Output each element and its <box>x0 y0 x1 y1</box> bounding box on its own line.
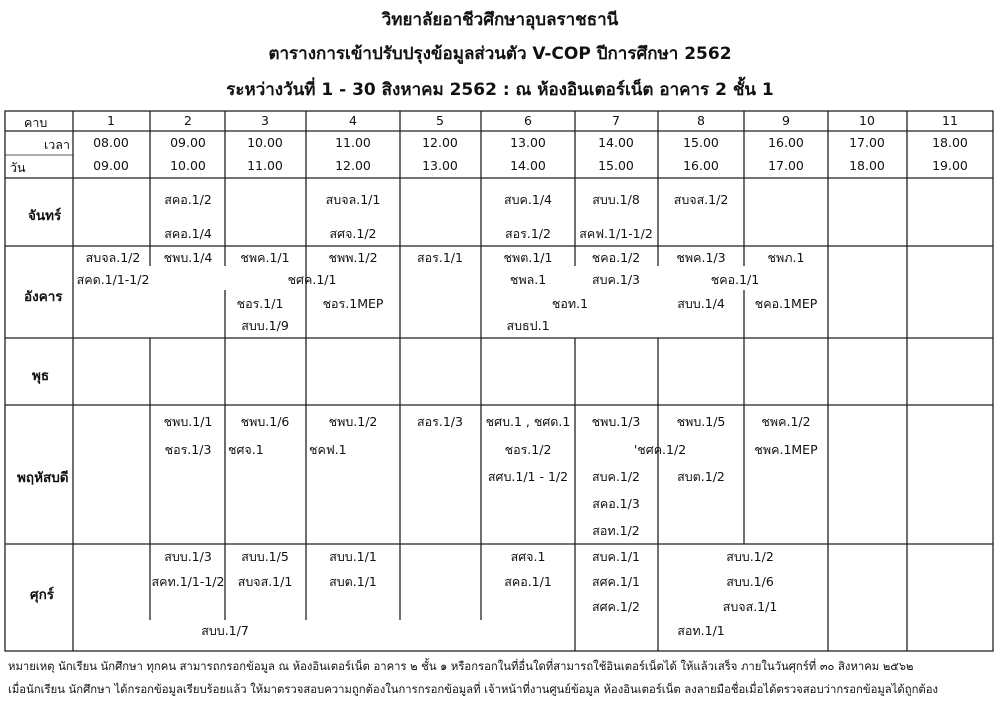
schedule-entry: ชศบ.1 , ชศด.1 <box>485 414 571 429</box>
period-number: 10 <box>859 113 875 128</box>
schedule-entry: ชคอ.1/1 <box>710 272 760 287</box>
schedule-entry: ชพต.1/1 <box>503 250 553 265</box>
schedule-entry: สอร.1/1 <box>417 250 463 265</box>
period-start: 16.00 <box>768 135 804 150</box>
schedule-entry: ชศค.1/1 <box>287 272 337 287</box>
schedule-entry: สบจล.1/1 <box>325 192 381 207</box>
schedule-entry: ชพค.1/1 <box>240 250 290 265</box>
schedule-entry: สบบ.1/2 <box>726 549 774 564</box>
schedule-entry: ชพบ.1/5 <box>676 414 726 429</box>
period-number: 4 <box>349 113 357 128</box>
footnote-2: เมื่อนักเรียน นักศึกษา ได้กรอกข้อมูลเรียบร้อยแล้ว ให้มาตรวจสอบความถูกต้องในการกรอกข้อมูลที่ เจ้าหน้าที่งานศูนย์ข้อมูล ห้องอินเตอร์เน็ต ลงลายมือชื่อเมื่อได้ตรวจสอบว่ากรอกข้อมูลได้ถูกต้อง <box>8 683 939 696</box>
day-thursday: พฤหัสบดี <box>17 470 69 486</box>
schedule-entry: สคฟ.1/1-1/2 <box>579 226 653 241</box>
day-wednesday: พุธ <box>32 368 50 384</box>
schedule-entry: สบจส.1/1 <box>722 599 778 614</box>
schedule-entry: สบต.1/1 <box>329 574 377 589</box>
period-number: 7 <box>612 113 620 128</box>
period-start: 15.00 <box>683 135 719 150</box>
schedule-entry: สศค.1/1 <box>591 574 641 589</box>
period-end: 16.00 <box>683 158 719 173</box>
schedule-entry: สอร.1/3 <box>417 414 463 429</box>
schedule-entry: สศค.1/2 <box>591 599 641 614</box>
schedule-entry: ชพบ.1/6 <box>240 414 290 429</box>
schedule-entry: สคอ.1/2 <box>164 192 212 207</box>
schedule-entry: สคอ.1/3 <box>592 496 640 511</box>
period-end: 10.00 <box>170 158 206 173</box>
period-start: 13.00 <box>510 135 546 150</box>
period-number: 3 <box>261 113 269 128</box>
schedule-entry: สบจล.1/2 <box>85 250 141 265</box>
schedule-entry: ชพบ.1/4 <box>163 250 213 265</box>
schedule-entry: ชอร.1/3 <box>164 442 212 457</box>
period-label: คาบ <box>24 115 48 130</box>
schedule-entry: สบบ.1/8 <box>592 192 640 207</box>
schedule-entry: สอร.1/2 <box>505 226 551 241</box>
schedule-entry: ชคอ.1/2 <box>591 250 641 265</box>
period-start: 18.00 <box>932 135 968 150</box>
time-label: เวลา <box>44 137 70 152</box>
schedule-entry: 'ชศค.1/2 <box>633 442 687 457</box>
period-end: 12.00 <box>335 158 371 173</box>
schedule-entry: ชพบ.1/2 <box>328 414 378 429</box>
schedule-entry: ชพพ.1/2 <box>328 250 378 265</box>
period-number: 8 <box>697 113 705 128</box>
period-end: 19.00 <box>932 158 968 173</box>
schedule-entry: สอท.1/1 <box>677 623 725 638</box>
period-end: 11.00 <box>247 158 283 173</box>
schedule-entry: ชพล.1 <box>509 272 547 287</box>
schedule-entry: สบบ.1/3 <box>164 549 212 564</box>
schedule-entry: สคท.1/1-1/2 <box>151 574 225 589</box>
day-friday: ศุกร์ <box>30 587 54 603</box>
period-number: 11 <box>942 113 958 128</box>
schedule-entry: ชอร.1/1 <box>236 296 284 311</box>
schedule-entry: สศจ.1 <box>510 549 546 564</box>
document-title: วิทยาลัยอาชีวศึกษาอุบลราชธานี <box>381 10 619 30</box>
period-end: 18.00 <box>849 158 885 173</box>
schedule-entry: สบบ.1/9 <box>241 318 289 333</box>
schedule-entry: สศบ.1/1 - 1/2 <box>487 469 569 484</box>
schedule-entry: สบบ.1/7 <box>201 623 249 638</box>
day-tuesday: อังคาร <box>24 289 63 305</box>
schedule-entry: สบบ.1/4 <box>677 296 725 311</box>
schedule-entry: สบค.1/4 <box>503 192 553 207</box>
period-end: 14.00 <box>510 158 546 173</box>
period-end: 17.00 <box>768 158 804 173</box>
schedule-entry: ชพค.1/3 <box>676 250 726 265</box>
schedule-entry: ชอร.1/2 <box>504 442 552 457</box>
schedule-entry: สบจส.1/2 <box>673 192 729 207</box>
period-start: 12.00 <box>422 135 458 150</box>
period-start: 08.00 <box>93 135 129 150</box>
schedule-entry: สอท.1/2 <box>592 523 640 538</box>
period-start: 14.00 <box>598 135 634 150</box>
schedule-entry: สบค.1/3 <box>591 272 641 287</box>
period-start: 17.00 <box>849 135 885 150</box>
schedule-entry: สบต.1/2 <box>677 469 725 484</box>
period-start: 10.00 <box>247 135 283 150</box>
schedule-entry: ชอท.1 <box>551 296 589 311</box>
schedule-entry: ชคฟ.1 <box>309 442 347 457</box>
footnote-1: หมายเหตุ นักเรียน นักศึกษา ทุกคน สามารถกรอกข้อมูล ณ ห้องอินเตอร์เน็ต อาคาร ๒ ชั้น ๑ หรือกรอกในที่อื่นใดที่สามารถใช้อินเตอร์เน็ตได้ ให้แล้วเสร็จ ภายในวันศุกร์ที่ ๓๐ สิงหาคม ๒๕๖๒ <box>8 660 914 673</box>
day-label: วัน <box>10 160 26 175</box>
schedule-entry: ชพค.1/2 <box>761 414 811 429</box>
schedule-entry: สบบ.1/6 <box>726 574 774 589</box>
schedule-entry: ชอร.1MEP <box>322 296 384 311</box>
schedule-entry: สคด.1/1-1/2 <box>76 272 150 287</box>
schedule-entry: สบบ.1/1 <box>329 549 377 564</box>
schedule-entry: สบธป.1 <box>506 318 550 333</box>
period-number: 6 <box>524 113 532 128</box>
period-start: 11.00 <box>335 135 371 150</box>
period-number: 5 <box>436 113 444 128</box>
schedule-entry: สบค.1/1 <box>591 549 641 564</box>
schedule-entry: สคอ.1/1 <box>504 574 552 589</box>
period-number: 9 <box>782 113 790 128</box>
period-end: 09.00 <box>93 158 129 173</box>
schedule-entry: ชพบ.1/3 <box>591 414 641 429</box>
document-date-location: ระหว่างวันที่ 1 - 30 สิงหาคม 2562 : ณ ห้องอินเตอร์เน็ต อาคาร 2 ชั้น 1 <box>226 80 774 100</box>
schedule-entry: ชศจ.1 <box>228 442 264 457</box>
period-number: 2 <box>184 113 192 128</box>
schedule-entry: สบบ.1/5 <box>241 549 289 564</box>
period-number: 1 <box>107 113 115 128</box>
schedule-entry: ชพภ.1 <box>767 250 805 265</box>
schedule-entry: สบค.1/2 <box>591 469 641 484</box>
day-monday: จันทร์ <box>28 208 62 224</box>
schedule-entry: ชพค.1MEP <box>754 442 818 457</box>
schedule-entry: สบจส.1/1 <box>237 574 293 589</box>
schedule-entry: ชพบ.1/1 <box>163 414 213 429</box>
period-start: 09.00 <box>170 135 206 150</box>
schedule-entry: สศจ.1/2 <box>329 226 377 241</box>
period-end: 15.00 <box>598 158 634 173</box>
schedule-entry: ชคอ.1MEP <box>754 296 818 311</box>
schedule-entry: สคอ.1/4 <box>164 226 212 241</box>
period-end: 13.00 <box>422 158 458 173</box>
document-subtitle: ตารางการเข้าปรับปรุงข้อมูลส่วนตัว V-COP ปีการศึกษา 2562 <box>268 44 732 64</box>
